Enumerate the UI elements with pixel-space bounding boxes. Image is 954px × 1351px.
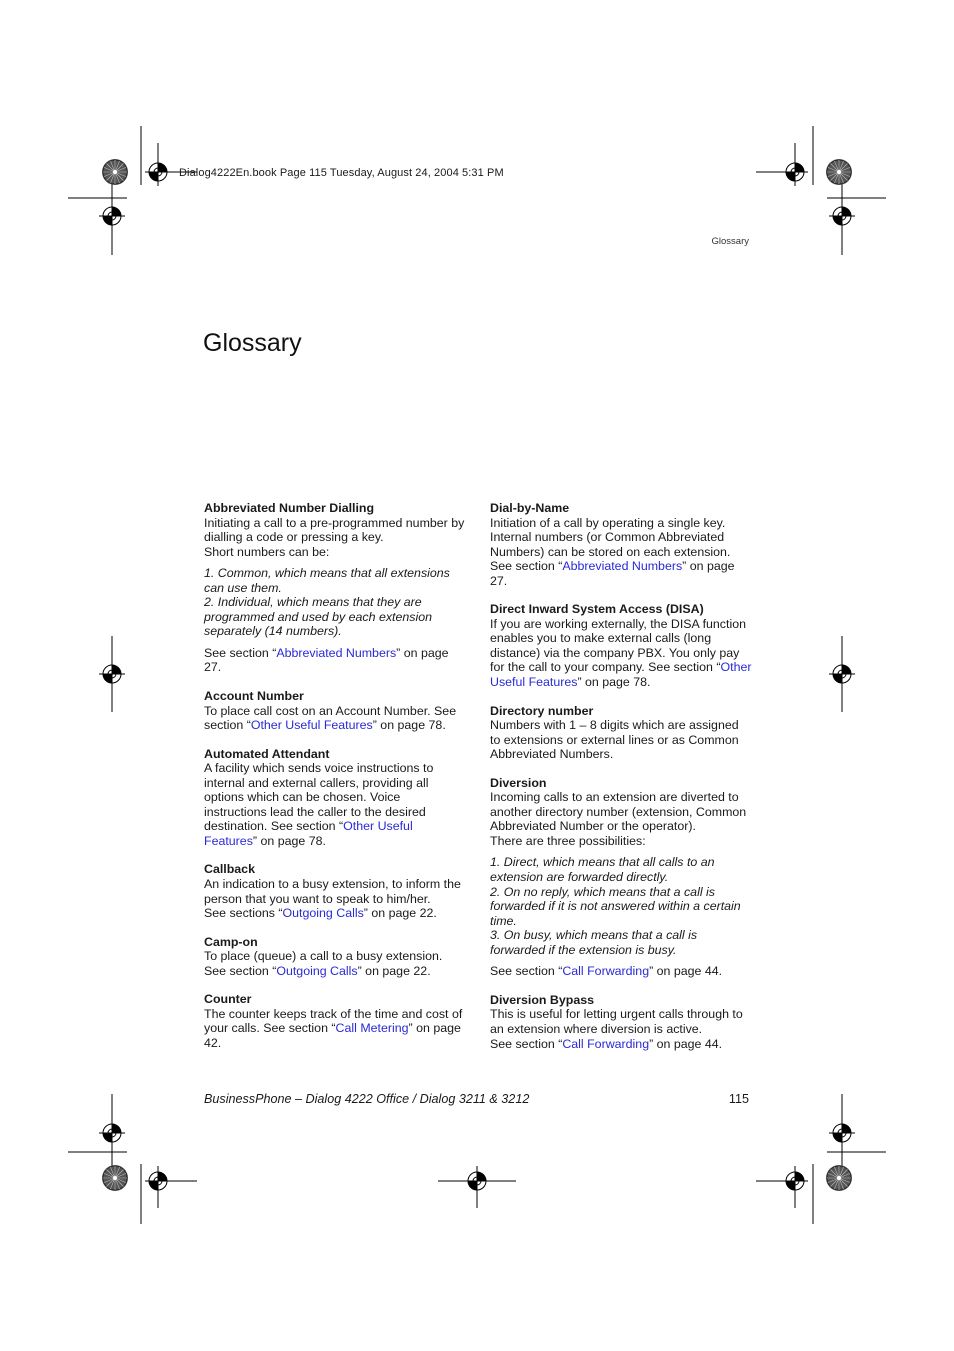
entry-diversion xyxy=(490,776,752,979)
entry-diversion-bypass xyxy=(490,993,752,1051)
entry-account-number xyxy=(204,689,466,733)
entry-list-item: 1. Direct, which means that all calls to an extension are forwarded directly. xyxy=(490,855,715,885)
entry-term: Directory number xyxy=(490,703,594,718)
entry-see-also: See section “Outgoing Calls” on page 22. xyxy=(204,963,431,978)
entry-text: Incoming calls to an extension are diverted to another directory number (extension, Common Abbreviated Number or the operator). xyxy=(490,790,747,834)
entry-see-also: See sections “Outgoing Calls” on page 22. xyxy=(204,906,437,921)
entry-term: Counter xyxy=(204,992,252,1007)
link-abbreviated-numbers[interactable]: Abbreviated Numbers xyxy=(276,645,397,660)
link-abbreviated-numbers[interactable]: Abbreviated Numbers xyxy=(562,559,683,574)
entry-term: Direct Inward System Access (DISA) xyxy=(490,602,704,617)
entry-list-item: 1. Common, which means that all extensions can use them. xyxy=(204,566,450,595)
entry-callback xyxy=(204,862,466,920)
entry-see-also: See section “Abbreviated Numbers” on page 27. xyxy=(204,645,449,675)
entry-text: An indication to a busy extension, to inform the person that you want to speak to him/her. xyxy=(204,877,461,906)
entry-see-also: See section “Call Forwarding” on page 44. xyxy=(490,1036,723,1051)
entry-text: The counter keeps track of the time and cost of your calls. See section “Call Metering” on page 42. xyxy=(204,1006,463,1050)
entry-camp-on xyxy=(204,935,466,979)
entry-text: Short numbers can be: xyxy=(204,544,330,559)
entry-term: Account Number xyxy=(204,689,304,704)
link-other-useful-features[interactable]: Other Useful Features xyxy=(490,660,752,690)
entry-text: A facility which sends voice instructions to internal and external callers, providing all options which can be chosen. Voice instructions lead the caller to the desired destination. See section “Other Useful Features” on page 78. xyxy=(204,761,434,848)
glossary-right-column xyxy=(490,501,752,1065)
page-title: Glossary xyxy=(203,329,302,357)
link-call-forwarding[interactable]: Call Forwarding xyxy=(562,964,650,979)
entry-term: Automated Attendant xyxy=(204,746,330,761)
link-outgoing-calls[interactable]: Outgoing Calls xyxy=(282,906,364,921)
entry-list-item: 3. On busy, which means that a call is forwarded if the extension is busy. xyxy=(490,928,698,957)
entry-see-also: See section “Call Forwarding” on page 44. xyxy=(490,964,723,979)
link-other-useful-features[interactable]: Other Useful Features xyxy=(250,718,373,733)
link-call-metering[interactable]: Call Metering xyxy=(335,1021,409,1036)
footer-title: BusinessPhone – Dialog 4222 Office / Dialog 3211 & 3212 xyxy=(204,1092,530,1106)
entry-term: Callback xyxy=(204,862,255,877)
entry-counter xyxy=(204,992,466,1050)
print-info: Dialog4222En.book Page 115 Tuesday, August 24, 2004 5:31 PM xyxy=(179,167,504,179)
running-header: Glossary xyxy=(711,236,749,247)
glossary-left-column xyxy=(204,501,466,1065)
entry-term: Diversion xyxy=(490,775,547,790)
link-other-useful-features[interactable]: Other Useful Features xyxy=(204,819,413,848)
page-number: 115 xyxy=(728,1092,749,1106)
entry-directory-number xyxy=(490,704,752,762)
entry-list-item: 2. Individual, which means that they are programmed and used by each extension separately (14 numbers). xyxy=(204,595,432,639)
entry-text: This is useful for letting urgent calls through to an extension where diversion is active. xyxy=(490,1007,743,1036)
entry-list-item: 2. On no reply, which means that a call is forwarded if it is not answered within a certain time. xyxy=(490,884,741,928)
entry-text: To place call cost on an Account Number. See section “Other Useful Features” on page 78. xyxy=(204,703,457,733)
entry-dial-by-name xyxy=(490,501,752,588)
entry-text: Initiation of a call by operating a single key. Internal numbers (or Common Abbreviated Numbers) can be stored on each extension. xyxy=(490,515,731,559)
entry-text: Initiating a call to a pre-programmed number by dialling a code or pressing a key. xyxy=(204,515,465,545)
entry-see-also: See section “Abbreviated Numbers” on page 27. xyxy=(490,559,735,588)
link-call-forwarding[interactable]: Call Forwarding xyxy=(562,1036,650,1051)
entry-abbreviated-number-dialling xyxy=(204,501,466,675)
entry-text: There are three possibilities: xyxy=(490,833,646,848)
entry-term: Dial-by-Name xyxy=(490,501,570,515)
entry-term: Camp-on xyxy=(204,934,258,949)
entry-text: To place (queue) a call to a busy extension. xyxy=(204,949,443,964)
entry-term: Diversion Bypass xyxy=(490,992,594,1007)
entry-disa xyxy=(490,602,752,689)
entry-text: If you are working externally, the DISA function enables you to make external calls (long distance) via the company PBX. You only pay for the call to your company. See section “Other Useful Features” on page 78. xyxy=(490,616,752,690)
entry-text: Numbers with 1 – 8 digits which are assigned to extensions or external lines or as Common Abbreviated Numbers. xyxy=(490,718,739,762)
entry-automated-attendant xyxy=(204,747,466,849)
link-outgoing-calls[interactable]: Outgoing Calls xyxy=(276,963,358,978)
entry-term: Abbreviated Number Dialling xyxy=(204,501,375,515)
